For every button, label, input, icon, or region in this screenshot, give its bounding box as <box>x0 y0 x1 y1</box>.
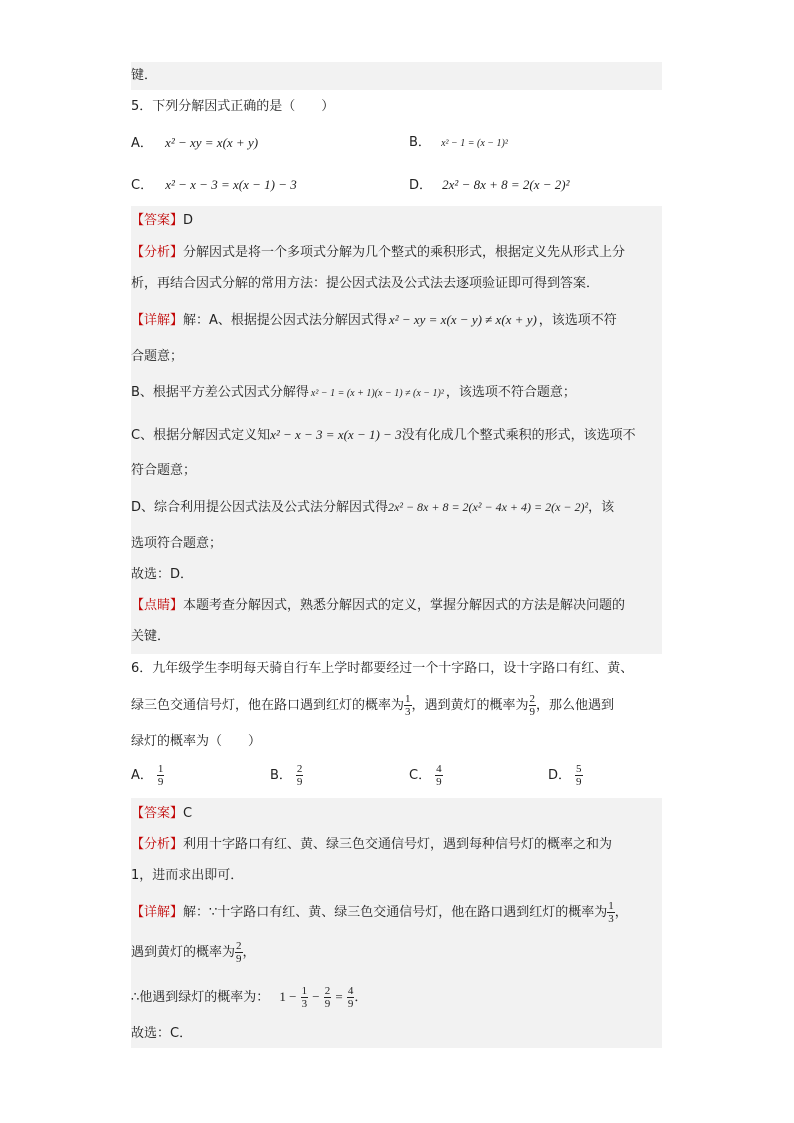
q5-comment-tag: 【点睛】 <box>131 598 184 613</box>
q6-option-a <box>131 762 164 790</box>
q6-detail-line-1: 【详解】解：∵十字路口有红、黄、绿三色交通信号灯，他在路口遇到红灯的概率为 $\frac{1}{3}$ ， <box>131 900 628 925</box>
q6-answer-tag: 【答案】 <box>131 806 184 821</box>
q6-option-a-den: 9 <box>157 776 164 788</box>
q5-option-a-label: A． <box>131 136 153 151</box>
q6-option-a-num: 1 <box>157 763 164 775</box>
q5-option-b <box>409 133 508 154</box>
q6-option-a-fraction <box>157 763 165 788</box>
q5-option-a-expr: x² − xy = x(x + y) <box>165 135 259 150</box>
q5-detail-c-text: C、根据分解因式定义知 <box>131 428 271 443</box>
q5-analysis-line-1 <box>131 243 625 263</box>
q5-option-d-label: D． <box>409 178 433 193</box>
q5-detail-a-text: 解：A、根据提公因式法分解因式得 <box>183 313 387 328</box>
q5-detail-tag: 【详解】 <box>131 313 184 328</box>
q6-option-b-num: 2 <box>296 763 303 775</box>
q5-detail-a <box>131 310 617 331</box>
q4-solution-shade <box>131 62 662 90</box>
q6-option-b-label: B． <box>270 768 292 783</box>
q6-calc-result-num: 4 <box>347 985 354 997</box>
q6-yellow-fraction <box>529 693 537 718</box>
q5-detail-d <box>131 497 614 518</box>
q6-detail-text-2-tail: ， <box>242 945 256 960</box>
q5-option-c-label: C． <box>131 178 154 193</box>
q6-option-b <box>270 762 303 790</box>
q6-analysis-line-1 <box>131 835 612 855</box>
q6-answer <box>131 804 192 824</box>
q6-calc-one: 1 − <box>279 989 297 1004</box>
q5-choose: 故选：D． <box>131 567 194 582</box>
q5-detail-d-text: D、综合利用提公因式法及公式法分解因式得 <box>131 500 389 515</box>
q6-answer-value: C <box>183 806 193 821</box>
q6-stem-2b: ，遇到黄灯的概率为 <box>411 698 529 713</box>
q5-detail-c-expr: x² − x − 3 = x(x − 1) − 3 <box>270 427 402 442</box>
q6-analysis-text-1: 利用十字路口有红、黄、绿三色交通信号灯，遇到每种信号灯的概率之和为 <box>183 837 613 852</box>
q6-calc-red-den: 3 <box>301 998 308 1010</box>
q5-option-b-expr: x² − 1 = (x − 1)² <box>441 138 508 149</box>
q6-stem-2c: ，那么他遇到 <box>536 698 615 713</box>
q6-yellow-den: 9 <box>529 706 536 718</box>
q6-calc-yellow-den: 9 <box>324 998 331 1010</box>
q5-option-a <box>131 133 258 154</box>
q6-calc-frac-red <box>301 985 309 1010</box>
q6-detail-tag: 【详解】 <box>131 905 184 920</box>
q6-detail-red-fraction <box>607 900 615 925</box>
q6-choose: 故选：C． <box>131 1026 193 1041</box>
q6-detail-yellow-den: 9 <box>236 953 242 965</box>
q5-comment-text-1: 本题考查分解因式，熟悉分解因式的定义，掌握分解因式的方法是解决问题的 <box>183 598 626 613</box>
q5-detail-b <box>131 383 576 404</box>
q6-option-c-den: 9 <box>436 776 442 788</box>
q6-option-b-fraction <box>296 763 304 788</box>
q6-option-d <box>548 762 583 790</box>
q6-detail-yellow-fraction <box>235 940 243 965</box>
q5-answer-tag: 【答案】 <box>131 213 184 228</box>
q5-detail-d-tail: ，该 <box>588 500 615 515</box>
q6-analysis-line-2: 1，进而求出即可． <box>131 868 244 883</box>
q6-calc-minus: − <box>312 989 320 1004</box>
q5-detail-a-expr: x² − xy = x(x − y) ≠ x(x + y) <box>388 312 537 327</box>
q6-red-den: 3 <box>405 706 411 718</box>
q6-option-d-fraction <box>575 763 583 788</box>
q5-detail-c-tail: 没有化成几个整式乘积的形式，该选项不 <box>401 428 636 443</box>
q6-detail-yellow-num: 2 <box>236 940 242 952</box>
q6-option-c <box>409 762 443 790</box>
q6-calc-result-den: 9 <box>347 998 354 1010</box>
q5-detail-d-cont: 选项符合题意； <box>131 536 223 551</box>
q6-detail-line-3 <box>131 983 367 1011</box>
q5-comment-line-1 <box>131 596 625 616</box>
q6-calc-eq: = <box>335 989 343 1004</box>
q6-detail-text-1: 解：∵十字路口有红、黄、绿三色交通信号灯，他在路口遇到红灯的概率为 <box>183 905 608 920</box>
q5-option-b-label: B． <box>409 135 431 150</box>
q6-stem-line-2 <box>131 693 614 719</box>
q6-calc-frac-yellow <box>324 985 332 1010</box>
q6-option-d-num: 5 <box>576 763 582 775</box>
q5-answer-value: D <box>183 213 194 228</box>
q5-detail-b-text: B、根据平方差公式因式分解得 <box>131 385 309 400</box>
q5-analysis-line-2: 析，再结合因式分解的常用方法：提公因式法及公式法去逐项验证即可得到答案． <box>131 276 600 291</box>
q6-detail-red-den: 3 <box>608 913 614 925</box>
q6-yellow-num: 2 <box>529 693 536 705</box>
q5-option-c-expr: x² − x − 3 = x(x − 1) − 3 <box>165 177 297 192</box>
q6-option-c-num: 4 <box>436 763 442 775</box>
q6-stem-2a: 绿三色交通信号灯，他在路口遇到红灯的概率为 <box>131 698 405 713</box>
q5-option-d-expr: 2x² − 8x + 8 = 2(x − 2)² <box>442 177 570 192</box>
q6-calc-end: ． <box>354 990 368 1005</box>
q4-tail-text: 键． <box>131 68 158 83</box>
q6-detail-text-2: 遇到黄灯的概率为 <box>131 945 236 960</box>
q6-option-c-label: C． <box>409 768 432 783</box>
q6-calc-red-num: 1 <box>301 985 308 997</box>
q6-option-a-label: A． <box>131 768 153 783</box>
q6-option-d-den: 9 <box>576 776 582 788</box>
q6-analysis-tag: 【分析】 <box>131 837 184 852</box>
q5-analysis-tag: 【分析】 <box>131 245 184 260</box>
q5-option-d <box>409 175 570 196</box>
q5-comment-line-2: 关键． <box>131 629 171 644</box>
q6-red-fraction <box>404 693 412 718</box>
q5-detail-c <box>131 425 636 446</box>
q5-analysis-text-1: 分解因式是将一个多项式分解为几个整式的乘积形式，根据定义先从形式上分 <box>183 245 626 260</box>
q6-stem-line-3: 绿灯的概率为（ ） <box>131 734 262 749</box>
q6-detail-red-num: 1 <box>608 900 614 912</box>
q5-detail-a-cont: 合题意； <box>131 349 184 364</box>
q6-option-b-den: 9 <box>296 776 303 788</box>
q6-detail-line-2 <box>131 940 256 966</box>
q6-stem-line-1: 6．九年级学生李明每天骑自行车上学时都要经过一个十字路口，设十字路口有红、黄、 <box>131 661 634 676</box>
q5-detail-d-expr: 2x² − 8x + 8 = 2(x² − 4x + 4) = 2(x − 2)² <box>388 500 589 514</box>
q5-stem: 5．下列分解因式正确的是（ ） <box>131 99 335 114</box>
q5-detail-a-tail: ，该选项不符 <box>538 313 617 328</box>
q5-detail-b-tail: ，该选项不符合题意； <box>445 385 576 400</box>
q6-option-c-fraction <box>435 763 443 788</box>
q5-answer <box>131 211 193 231</box>
q5-option-c <box>131 175 297 196</box>
q6-red-num: 1 <box>405 693 411 705</box>
q6-calc-yellow-num: 2 <box>324 985 331 997</box>
q5-detail-c-cont: 符合题意； <box>131 463 197 478</box>
q5-detail-b-expr: x² − 1 = (x + 1)(x − 1) ≠ (x − 1)² <box>310 388 444 399</box>
q6-option-d-label: D． <box>548 768 572 783</box>
q6-detail-text-3: ∴他遇到绿灯的概率为： <box>131 990 270 1005</box>
